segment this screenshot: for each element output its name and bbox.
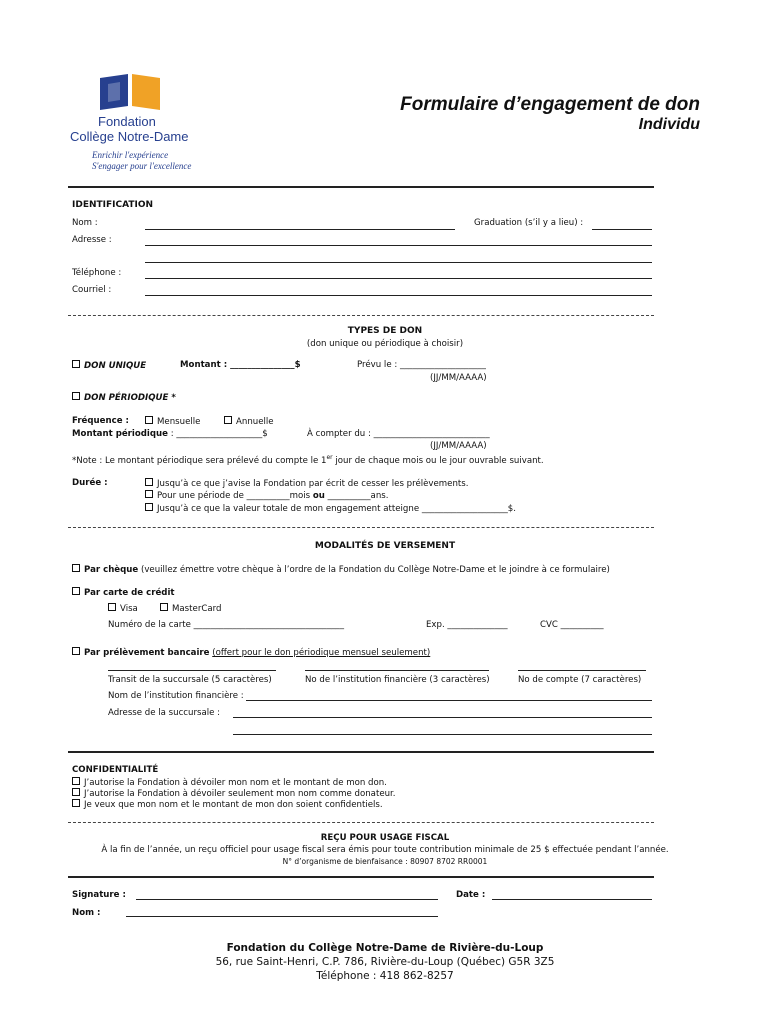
section-types-heading: TYPES DE DON: [347, 326, 423, 336]
mastercard-label: MasterCard: [172, 604, 222, 614]
date-label: Date :: [456, 890, 486, 900]
mensuelle-checkbox[interactable]: [145, 416, 153, 424]
confidentialite-checkbox[interactable]: [72, 788, 80, 796]
courriel-field[interactable]: [145, 295, 652, 296]
expiration-field[interactable]: Exp. ______________: [426, 620, 508, 630]
adresse-field-2[interactable]: [145, 262, 652, 263]
numero-carte-field[interactable]: Numéro de la carte ___________________________________: [108, 620, 345, 630]
montant-periodique-label: Montant périodique: [72, 429, 168, 439]
institution-label: No de l’institution financière (3 caractères): [305, 675, 490, 685]
annuelle-option[interactable]: [224, 416, 274, 427]
adresse-succursale-label: Adresse de la succursale :: [108, 708, 221, 718]
confidentialite-option[interactable]: [72, 788, 396, 799]
mastercard-checkbox[interactable]: [160, 603, 168, 611]
montant-periodique-field[interactable]: : ____________________$: [167, 429, 268, 439]
transit-label: Transit de la succursale (5 caractères): [108, 675, 272, 685]
duree-option-3[interactable]: [145, 503, 516, 514]
duree-checkbox[interactable]: [145, 490, 153, 498]
signature-field[interactable]: [136, 899, 438, 900]
adresse-field[interactable]: [145, 245, 652, 246]
divider: [68, 822, 654, 823]
logo-line2: Collège Notre-Dame: [70, 129, 189, 144]
montant-periodique-row[interactable]: [72, 429, 268, 439]
confidentialite-label: J’autorise la Fondation à dévoiler seulement mon nom comme donateur.: [84, 789, 396, 799]
duree-years: __________ans.: [324, 491, 389, 501]
footer-address: 56, rue Saint-Henri, C.P. 786, Rivière-du-Loup (Québec) G5R 3Z5: [215, 956, 555, 968]
annuelle-label: Annuelle: [236, 417, 274, 427]
note-sup: er: [326, 454, 333, 461]
frequence-row: [72, 416, 129, 426]
don-unique-option[interactable]: [72, 360, 146, 371]
duree-option-label: Jusqu’à ce que la valeur totale de mon engagement atteigne ____________________$.: [157, 504, 516, 514]
cheque-label: Par chèque: [84, 565, 139, 575]
section-recu-heading: REÇU POUR USAGE FISCAL: [320, 833, 450, 843]
don-unique-checkbox[interactable]: [72, 360, 80, 368]
note-periodique: [72, 454, 544, 466]
mensuelle-option[interactable]: [145, 416, 200, 427]
visa-checkbox[interactable]: [108, 603, 116, 611]
carte-option[interactable]: [72, 587, 175, 598]
graduation-label: Graduation (s’il y a lieu) :: [474, 218, 584, 228]
confidentialite-option[interactable]: [72, 777, 387, 788]
logo-tagline-1: Enrichir l'expérience: [92, 150, 169, 160]
signature-label: Signature :: [72, 890, 126, 900]
logo: [68, 72, 198, 172]
date-format-hint: (JJ/MM/AAAA): [430, 441, 487, 451]
don-periodique-label: DON PÉRIODIQUE *: [84, 393, 176, 403]
adresse-succursale-field[interactable]: [233, 717, 652, 718]
compte-label: No de compte (7 caractères): [518, 675, 642, 685]
prelevement-label: Par prélèvement bancaire: [84, 648, 210, 658]
note-text: *Note : Le montant périodique sera prélevé du compte le 1: [72, 455, 327, 466]
signature-nom-label: Nom :: [72, 908, 101, 918]
duree-checkbox[interactable]: [145, 503, 153, 511]
duree-checkbox[interactable]: [145, 478, 153, 486]
recu-text: À la fin de l’année, un reçu officiel pour usage fiscal sera émis pour toute contribution minimale de 25 $ effectuée pendant l’année.: [101, 845, 669, 855]
don-periodique-option[interactable]: [72, 392, 176, 403]
adresse-label: Adresse :: [72, 235, 112, 245]
section-types-subheading: (don unique ou périodique à choisir): [306, 339, 464, 349]
footer-name: Fondation du Collège Notre-Dame de Rivière-du-Loup: [226, 942, 544, 954]
logo-line1: Fondation: [98, 114, 156, 129]
date-field[interactable]: [492, 899, 652, 900]
mastercard-option[interactable]: [160, 603, 221, 614]
divider: [68, 186, 654, 188]
telephone-field[interactable]: [145, 278, 652, 279]
cvc-field[interactable]: CVC __________: [540, 620, 604, 630]
frequence-label: Fréquence :: [72, 416, 129, 426]
duree-option-label: Jusqu’à ce que j’avise la Fondation par écrit de cesser les prélèvements.: [157, 479, 469, 489]
divider: [68, 527, 654, 528]
section-versement-heading: MODALITÉS DE VERSEMENT: [314, 541, 456, 551]
prelevement-note: (offert pour le don périodique mensuel seulement): [212, 648, 431, 658]
cheque-checkbox[interactable]: [72, 564, 80, 572]
divider: [68, 751, 654, 753]
divider: [68, 315, 654, 316]
cheque-text: (veuillez émettre votre chèque à l’ordre de la Fondation du Collège Notre-Dame et le joindre à ce formulaire): [138, 565, 610, 575]
confidentialite-checkbox[interactable]: [72, 799, 80, 807]
institution-field[interactable]: [305, 670, 489, 671]
transit-field[interactable]: [108, 670, 276, 671]
mensuelle-label: Mensuelle: [157, 417, 201, 427]
carte-checkbox[interactable]: [72, 587, 80, 595]
nom-field[interactable]: [145, 229, 455, 230]
nom-institution-field[interactable]: [246, 700, 652, 701]
annuelle-checkbox[interactable]: [224, 416, 232, 424]
telephone-label: Téléphone :: [72, 268, 122, 278]
page-subtitle: Individu: [638, 116, 700, 133]
duree-option-1[interactable]: [145, 478, 468, 489]
confidentialite-option[interactable]: [72, 799, 383, 810]
note-text-end: jour de chaque mois ou le jour ouvrable suivant.: [332, 455, 544, 466]
date-format-hint: (JJ/MM/AAAA): [430, 373, 487, 383]
duree-label: Durée :: [72, 478, 108, 488]
section-identification-heading: IDENTIFICATION: [72, 200, 154, 210]
montant-unique-field[interactable]: Montant : _______________$: [180, 360, 301, 370]
duree-or: ou: [312, 491, 325, 501]
duree-option-label: Pour une période de __________mois: [157, 491, 313, 501]
signature-nom-field[interactable]: [126, 916, 438, 917]
confidentialite-label: Je veux que mon nom et le montant de mon don soient confidentiels.: [84, 800, 383, 810]
don-unique-label: DON UNIQUE: [84, 361, 147, 371]
prelevement-checkbox[interactable]: [72, 647, 80, 655]
section-confidentialite-heading: CONFIDENTIALITÉ: [72, 765, 159, 775]
page-title: Formulaire d’engagement de don: [400, 94, 700, 115]
cheque-option[interactable]: [72, 564, 610, 575]
visa-label: Visa: [120, 604, 138, 614]
logo-tagline-2: S'engager pour l'excellence: [92, 161, 192, 171]
adresse-succursale-field-2[interactable]: [233, 734, 652, 735]
confidentialite-checkbox[interactable]: [72, 777, 80, 785]
visa-option[interactable]: [108, 603, 138, 614]
graduation-field[interactable]: [592, 229, 652, 230]
compte-field[interactable]: [518, 670, 646, 671]
nom-institution-label: Nom de l’institution financière :: [108, 691, 244, 701]
don-periodique-checkbox[interactable]: [72, 392, 80, 400]
duree-option-2[interactable]: [145, 490, 388, 501]
confidentialite-label: J’autorise la Fondation à dévoiler mon nom et le montant de mon don.: [84, 778, 387, 788]
carte-label: Par carte de crédit: [84, 588, 175, 598]
prevu-le-field[interactable]: Prévu le : ____________________: [357, 360, 486, 370]
prelevement-option[interactable]: [72, 647, 430, 658]
divider: [68, 876, 654, 878]
courriel-label: Courriel :: [72, 285, 112, 295]
logo-book-icon: [98, 72, 166, 112]
nom-label: Nom :: [72, 218, 98, 228]
a-compter-field[interactable]: À compter du : ___________________________: [307, 429, 490, 439]
recu-org-number: N° d’organisme de bienfaisance : 80907 8702 RR0001: [282, 857, 488, 866]
footer-phone: Téléphone : 418 862-8257: [316, 970, 454, 982]
